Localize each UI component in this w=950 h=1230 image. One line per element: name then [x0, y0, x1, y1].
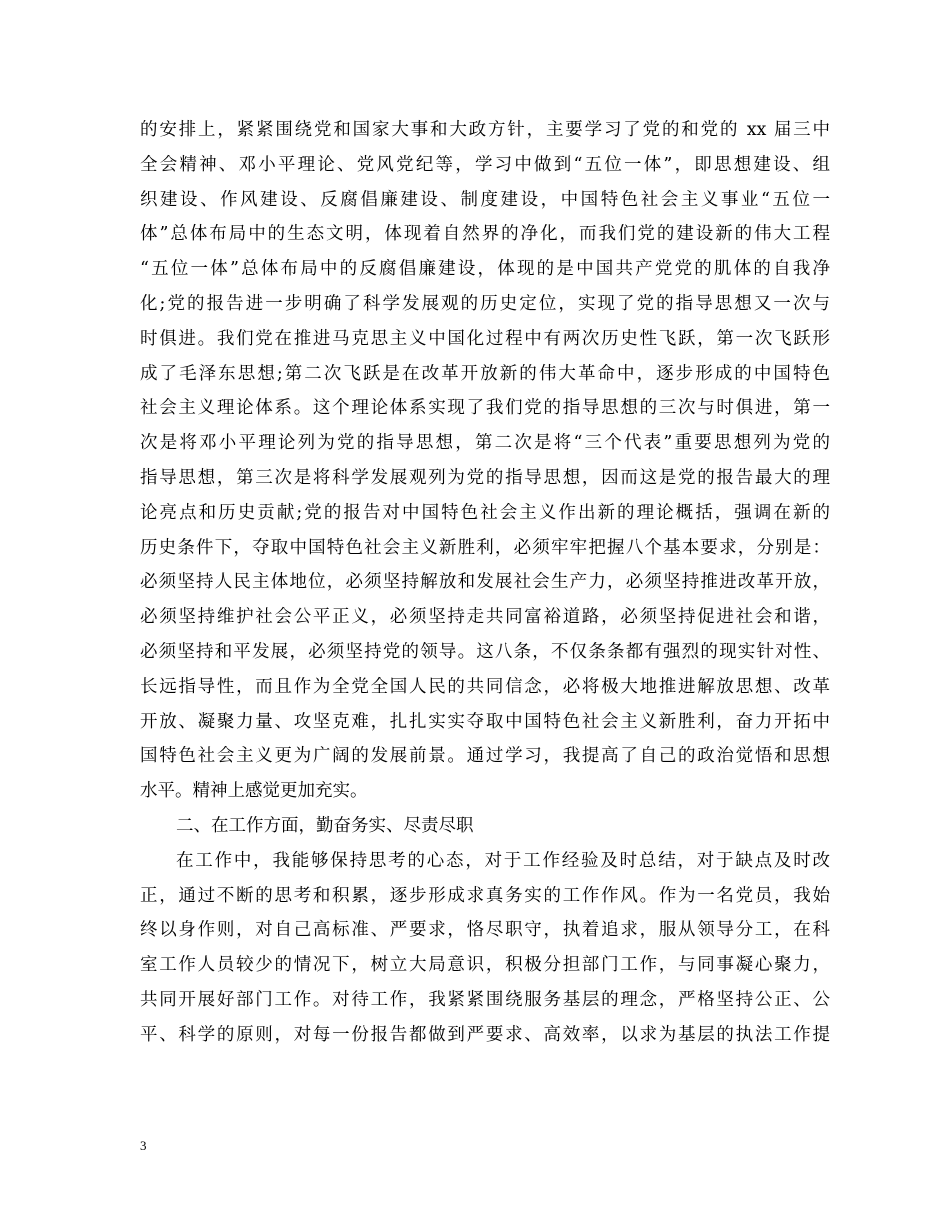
text-line: 必须坚持和平发展，必须坚持党的领导。这八条，不仅条条都有强烈的现实针对性、	[140, 641, 830, 662]
text-line: 织建设、作风建设、反腐倡廉建设、制度建设，中国特色社会主义事业“五位一	[140, 189, 830, 210]
text-line: 必须坚持维护社会公平正义，必须坚持走共同富裕道路，必须坚持促进社会和谐，	[140, 607, 830, 628]
text-line: 历史条件下，夺取中国特色社会主义新胜利，必须牢牢把握八个基本要求，分别是：	[140, 537, 830, 558]
text-line: 开放、凝聚力量、攻坚克难，扎扎实实夺取中国特色社会主义新胜利，奋力开拓中	[140, 711, 830, 732]
text-line: 室工作人员较少的情况下，树立大局意识，积极分担部门工作，与同事凝心聚力，	[140, 955, 830, 976]
text-line: 化;党的报告进一步明确了科学发展观的历史定位，实现了党的指导思想又一次与	[140, 293, 830, 314]
text-line: 国特色社会主义更为广阔的发展前景。通过学习，我提高了自己的政治觉悟和思想	[140, 746, 830, 767]
text-line: 在工作中，我能够保持思考的心态，对于工作经验及时总结，对于缺点及时改	[176, 850, 830, 871]
text-line: 长远指导性，而且作为全党全国人民的共同信念，必将极大地推进解放思想、改革	[140, 676, 830, 697]
text-line: 正，通过不断的思考和积累，逐步形成求真务实的工作作风。作为一名党员，我始	[140, 885, 830, 906]
body-text	[140, 113, 830, 1053]
text-line: “五位一体”总体布局中的反腐倡廉建设，体现的是中国共产党党的肌体的自我净	[140, 259, 830, 280]
text-line: 全会精神、邓小平理论、党风党纪等，学习中做到“五位一体”，即思想建设、组	[140, 154, 830, 175]
text-line: 时俱进。我们党在推进马克思主义中国化过程中有两次历史性飞跃，第一次飞跃形	[140, 328, 830, 349]
text-line: 成了毛泽东思想;第二次飞跃是在改革开放新的伟大革命中，逐步形成的中国特色	[140, 363, 830, 384]
text-line: 终以身作则，对自己高标准、严要求，恪尽职守，执着追求，服从领导分工，在科	[140, 920, 830, 941]
text-line: 体”总体布局中的生态文明，体现着自然界的净化，而我们党的建设新的伟大工程	[140, 224, 830, 245]
text-line: 共同开展好部门工作。对待工作，我紧紧围绕服务基层的理念，严格坚持公正、公	[140, 989, 830, 1010]
text-line: 的安排上，紧紧围绕党和国家大事和大政方针，主要学习了党的和党的 xx 届三中	[140, 120, 830, 140]
text-line: 论亮点和历史贡献;党的报告对中国特色社会主义作出新的理论概括，强调在新的	[140, 502, 830, 523]
text-line: 水平。精神上感觉更加充实。	[140, 781, 368, 802]
text-line: 指导思想，第三次是将科学发展观列为党的指导思想，因而这是党的报告最大的理	[140, 467, 830, 488]
text-line: 次是将邓小平理论列为党的指导思想，第二次是将“三个代表”重要思想列为党的	[140, 433, 830, 454]
text-line: 社会主义理论体系。这个理论体系实现了我们党的指导思想的三次与时俱进，第一	[140, 398, 830, 419]
text-line: 平、科学的原则，对每一份报告都做到严要求、高效率，以求为基层的执法工作提	[140, 1024, 830, 1045]
section-heading: 二、在工作方面，勤奋务实、尽责尽职	[176, 815, 474, 836]
page-number: 3	[140, 1138, 147, 1153]
text-line: 必须坚持人民主体地位，必须坚持解放和发展社会生产力，必须坚持推进改革开放，	[140, 572, 830, 593]
